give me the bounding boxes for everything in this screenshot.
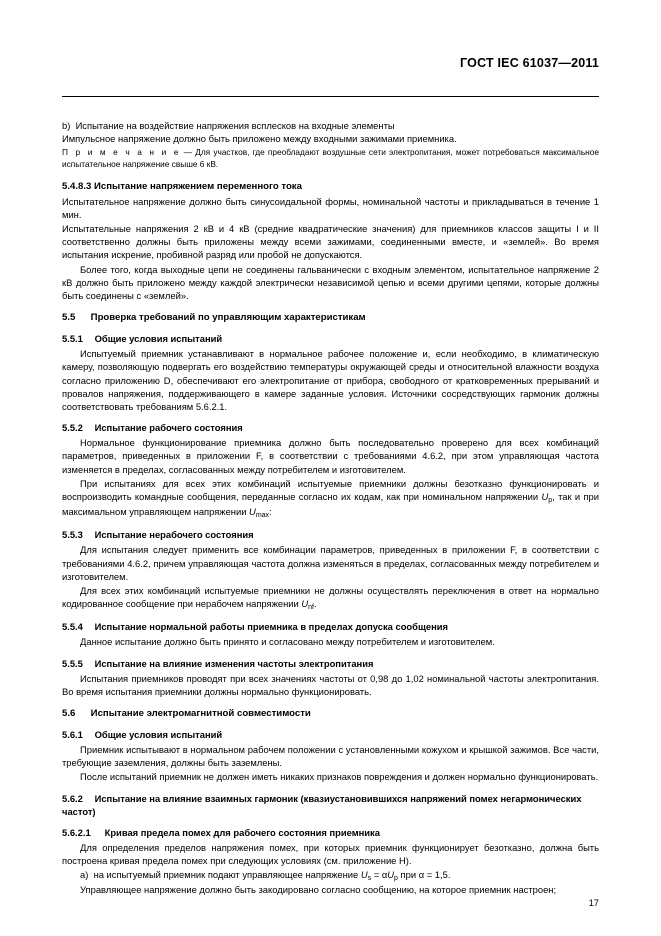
clause-5-5-4-title: Испытание нормальной работы приемника в пределах допуска сообщения — [94, 621, 448, 633]
symbol-umax: U — [249, 506, 256, 518]
clause-5-6-heading — [62, 707, 599, 720]
clause-5-5-5-heading — [62, 657, 599, 670]
clause-5-5-3-p2 — [62, 584, 599, 612]
clause-5-5-5-p1: Испытания приемников проводят при всех значениях частоты от 0,98 до 1,02 номинальной частоты электропитания. Во время испытания приемники должны нормально функционировать. — [62, 672, 599, 697]
clause-5-5-1-heading — [62, 332, 599, 345]
clause-5-6-2-1-p2: Управляющее напряжение должно быть закодировано согласно сообщению, на которое приемник настроен; — [80, 884, 557, 896]
clause-5-5-2-heading — [62, 421, 599, 434]
page-number: 17 — [588, 897, 599, 908]
item-b-title: Испытание на воздействие напряжения всплесков на входные элементы — [75, 120, 395, 131]
symbol-unf-subscript: nf — [308, 604, 314, 612]
clause-5-6-2-heading — [62, 792, 599, 818]
clause-5-5-2-number: 5.5.2 — [62, 422, 83, 434]
clause-5-5-2-p1: Нормальное функционирование приемника должно быть последовательно проверено для всех комбинаций параметров, приведенных в приложении F, в соответствии с требованиями 4.6.2, при этом управляющая частота изменяется в пределах, согласованных между потребителем и изготовителем. — [62, 437, 599, 475]
clause-5-4-8-3-title: Испытание напряжением переменного тока — [94, 180, 302, 192]
clause-5-6-2-1-heading — [62, 826, 599, 839]
clause-5-5-number: 5.5 — [62, 312, 76, 324]
symbol-up2-subscript: p — [394, 875, 398, 883]
clause-5-5-5-number: 5.5.5 — [62, 657, 83, 669]
clause-5-6-1-number: 5.6.1 — [62, 729, 83, 741]
clause-5-6-2-number: 5.6.2 — [62, 792, 83, 804]
clause-5-5-3-title: Испытание нерабочего состояния — [94, 529, 254, 541]
clause-5-6-number: 5.6 — [62, 708, 76, 720]
clause-5-5-1-p1: Испытуемый приемник устанавливают в нормальное рабочее положение и, если необходимо, в климатическую камеру, позволяющую подвергать его воздействию температуры окружающей среды и относительной влажности воздуха согласно приложению D, обеспечивают его электропитание от прибора, свободного от кратковременных прерываний и провалов напряжения, поддерживающего в камере заданные условия. Источники сосредствующих гармоник должны соответствовать требованиям 5.6.2.1. — [62, 348, 599, 413]
clause-5-4-8-3-p1: Испытательное напряжение должно быть синусоидальной формы, номинальной частоты и прикладываться в течение 1 мин. — [62, 195, 599, 220]
clause-5-5-2-p2 — [62, 477, 599, 521]
note-label: П р и м е ч а н и е — [62, 147, 181, 158]
clause-5-6-2-1-number: 5.6.2.1 — [62, 826, 91, 838]
header-divider — [62, 96, 599, 97]
clause-5-6-2-1-p1: Для определения пределов напряжения помех, при которых приемник функционирует безотказно, должна быть построена кривая предела помех при следующих условиях (см. приложение H). — [62, 841, 599, 866]
clause-5-5-1-title: Общие условия испытаний — [94, 333, 223, 345]
clause-5-5-1-number: 5.5.1 — [62, 333, 83, 345]
clause-5-6-title: Испытание электромагнитной совместимости — [90, 708, 311, 720]
clause-5-5-5-title: Испытание на влияние изменения частоты электропитания — [94, 657, 374, 669]
clause-5-4-8-3-p3: Более того, когда выходные цепи не соединены гальванически с входным элементом, испытательное напряжение 2 кВ должно быть приложено между каждой электрически независимой цепью и всеми другими цепями, которые должны быть соединены с «землей». — [62, 263, 599, 302]
symbol-umax-subscript: max — [255, 512, 270, 520]
clause-5-5-4-heading — [62, 620, 599, 633]
clause-5-4-8-3-number: 5.4.8.3 — [62, 180, 92, 192]
symbol-up: U — [541, 491, 549, 503]
clause-5-5-3-heading — [62, 528, 599, 541]
clause-5-6-2-1-item-a — [62, 868, 599, 883]
clause-5-5-2-p2-part2: , так и при максимальном управляющем напряжении — [62, 491, 599, 518]
item-b-label: b) — [62, 120, 71, 131]
clause-5-5-4-p1: Данное испытание должно быть принято и согласовано между потребителем и изготовителем. — [80, 636, 495, 648]
item-b-paragraph: Импульсное напряжение должно быть приложено между входными зажимами приемника. — [62, 133, 457, 145]
item-a-text-1: на испытуемый приемник подают управляющее напряжение — [93, 869, 361, 881]
clause-5-6-2-title: Испытание на влияние взаимных гармоник (квазиустановившихся напряжений помех негармонических частот) — [62, 792, 582, 817]
symbol-us-subscript: s — [367, 875, 372, 883]
clause-5-4-8-3-p2: Испытательные напряжения 2 кВ и 4 кВ (средние квадратические значения) для приемников классов защиты I и II соответственно должны быть приложены между всеми зажимами, соединенными вместе, и «землей». Во время испытания искрение, пробивной разряд или пробой не допускаются. — [62, 223, 599, 261]
clause-5-5-4-number: 5.5.4 — [62, 621, 83, 633]
clause-5-6-1-p2: После испытаний приемник не должен иметь никаких признаков повреждения и должен нормально функционировать. — [80, 771, 599, 783]
symbol-up2: U — [387, 869, 395, 881]
note-block — [62, 147, 599, 170]
clause-5-5-3-number: 5.5.3 — [62, 529, 83, 541]
clause-5-6-1-p1: Приемник испытывают в нормальном рабочем положении с установленными кожухом и крышкой зажимов. Все части, требующие заземления, должны быть заземлены. — [62, 744, 599, 769]
clause-5-5-heading — [62, 311, 599, 324]
symbol-us: U — [360, 869, 368, 881]
clause-5-4-8-3-heading — [62, 180, 599, 193]
clause-5-6-1-title: Общие условия испытаний — [94, 729, 223, 741]
clause-5-5-3-p1: Для испытания следует применить все комбинации параметров, приведенных в приложении F, в соответствии с требованиями 4.6.2, причем управляющая частота должна изменяться в пределах, согласованных между потребителем и изготовителем. — [62, 544, 599, 582]
clause-5-6-2-1-title: Кривая предела помех для рабочего состояния приемника — [104, 826, 380, 838]
page-header-standard-number: ГОСТ IEC 61037—2011 — [460, 56, 599, 70]
item-a-text-3: при α = 1,5. — [397, 869, 451, 881]
item-b-heading — [62, 119, 599, 132]
clause-5-5-2-p2-part1: При испытаниях для всех этих комбинаций испытуемые приемники должны безотказно функционировать и воспроизводить командные сообщения, переданные согласно их кодам, как при номинальном напряжении — [62, 477, 599, 503]
symbol-unf: U — [301, 598, 309, 610]
clause-5-5-2-p2-part3: : — [269, 506, 272, 518]
clause-5-5-title: Проверка требований по управляющим характеристикам — [90, 312, 366, 324]
clause-5-5-3-p2-part1: Для всех этих комбинаций испытуемые приемники не должны осуществлять переключения в ответ на нормально кодированное сообщение при нерабочем напряжении — [62, 585, 599, 610]
clause-5-6-1-heading — [62, 728, 599, 741]
symbol-up-subscript: p — [548, 497, 553, 505]
item-a-text-2: = α — [371, 869, 388, 881]
clause-5-5-3-p2-part2: . — [313, 598, 317, 610]
item-a-label: a) — [80, 869, 89, 881]
clause-5-5-2-title: Испытание рабочего состояния — [94, 422, 243, 434]
note-text: — Для участков, где преобладают воздушные сети электропитания, может потребоваться максимальное испытательное напряжение свыше 6 кВ. — [62, 147, 599, 169]
